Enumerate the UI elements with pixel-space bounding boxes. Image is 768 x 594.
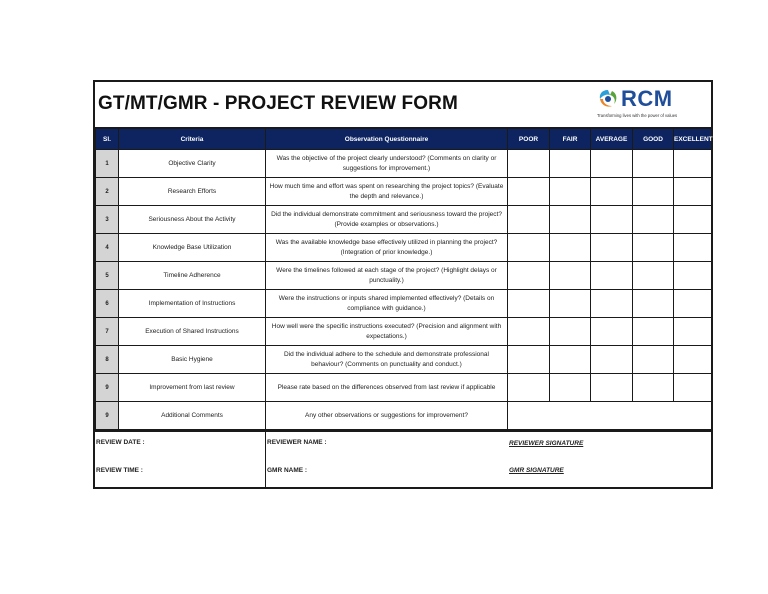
table-row bbox=[96, 374, 712, 402]
reviewer-signature-label: REVIEWER SIGNATURE bbox=[509, 440, 584, 447]
table-row bbox=[96, 290, 712, 318]
rating-poor[interactable] bbox=[508, 262, 550, 290]
signature-footer bbox=[95, 430, 711, 487]
rcm-logo bbox=[597, 86, 703, 122]
rating-good[interactable] bbox=[633, 290, 674, 318]
rating-good[interactable] bbox=[633, 234, 674, 262]
table-header-row bbox=[96, 129, 712, 150]
serial-number: 1 bbox=[96, 150, 119, 178]
rating-excellent[interactable] bbox=[674, 150, 712, 178]
logo-text: RCM bbox=[621, 86, 673, 111]
reviewer-name-label: REVIEWER NAME : bbox=[267, 439, 327, 446]
serial-number: 2 bbox=[96, 178, 119, 206]
rating-poor[interactable] bbox=[508, 206, 550, 234]
rating-fair[interactable] bbox=[550, 234, 591, 262]
header-observation: Observation Questionnaire bbox=[266, 129, 508, 150]
logo-tagline: Transforming lives with the power of values bbox=[597, 113, 678, 118]
serial-number: 5 bbox=[96, 262, 119, 290]
header-poor: POOR bbox=[508, 129, 550, 150]
form-title: GT/MT/GMR - PROJECT REVIEW FORM bbox=[98, 93, 458, 114]
question: How well were the specific instructions executed? (Precision and alignment with expectations.) bbox=[266, 318, 508, 346]
rating-average[interactable] bbox=[591, 150, 633, 178]
header-sl: Sl. bbox=[96, 129, 119, 150]
rating-poor[interactable] bbox=[508, 374, 550, 402]
signatures-cell bbox=[507, 432, 711, 487]
serial-number: 6 bbox=[96, 290, 119, 318]
serial-number: 3 bbox=[96, 206, 119, 234]
rating-good[interactable] bbox=[633, 178, 674, 206]
serial-number: 9 bbox=[96, 402, 119, 430]
header-fair: FAIR bbox=[550, 129, 591, 150]
rating-poor[interactable] bbox=[508, 234, 550, 262]
rating-poor[interactable] bbox=[508, 318, 550, 346]
rating-excellent[interactable] bbox=[674, 290, 712, 318]
table-row bbox=[96, 178, 712, 206]
table-row bbox=[96, 262, 712, 290]
rating-fair[interactable] bbox=[550, 150, 591, 178]
rating-average[interactable] bbox=[591, 290, 633, 318]
rating-average[interactable] bbox=[591, 346, 633, 374]
table-row bbox=[96, 318, 712, 346]
title-row bbox=[95, 82, 711, 128]
criteria: Improvement from last review bbox=[119, 374, 266, 402]
rating-good[interactable] bbox=[633, 206, 674, 234]
rating-excellent[interactable] bbox=[674, 346, 712, 374]
question: Any other observations or suggestions for improvement? bbox=[266, 402, 508, 430]
gmr-name-label: GMR NAME : bbox=[267, 467, 308, 474]
rating-poor[interactable] bbox=[508, 178, 550, 206]
rating-fair[interactable] bbox=[550, 374, 591, 402]
rating-good[interactable] bbox=[633, 346, 674, 374]
criteria: Additional Comments bbox=[119, 402, 266, 430]
review-datetime-cell bbox=[95, 432, 265, 487]
review-table bbox=[95, 128, 712, 430]
header-good: GOOD bbox=[633, 129, 674, 150]
review-time-label: REVIEW TIME : bbox=[96, 467, 143, 474]
question: Did the individual adhere to the schedule and demonstrate professional behaviour? (Comments on punctuality and conduct.) bbox=[266, 346, 508, 374]
question: Were the timelines followed at each stage of the project? (Highlight delays or punctuality.) bbox=[266, 262, 508, 290]
header-excellent: EXCELLENT bbox=[674, 129, 712, 150]
serial-number: 7 bbox=[96, 318, 119, 346]
rating-poor[interactable] bbox=[508, 346, 550, 374]
review-date-label: REVIEW DATE : bbox=[96, 439, 145, 446]
rating-fair[interactable] bbox=[550, 318, 591, 346]
rating-excellent[interactable] bbox=[674, 262, 712, 290]
criteria: Timeline Adherence bbox=[119, 262, 266, 290]
criteria: Research Efforts bbox=[119, 178, 266, 206]
header-criteria: Criteria bbox=[119, 129, 266, 150]
header-average: AVERAGE bbox=[591, 129, 633, 150]
criteria: Knowledge Base Utilization bbox=[119, 234, 266, 262]
question: Were the instructions or inputs shared implemented effectively? (Details on compliance with guidance.) bbox=[266, 290, 508, 318]
table-row bbox=[96, 234, 712, 262]
names-cell bbox=[265, 432, 507, 487]
rating-fair[interactable] bbox=[550, 206, 591, 234]
rating-excellent[interactable] bbox=[674, 178, 712, 206]
rating-poor[interactable] bbox=[508, 290, 550, 318]
rating-poor[interactable] bbox=[508, 150, 550, 178]
question: Please rate based on the differences observed from last review if applicable bbox=[266, 374, 508, 402]
rating-average[interactable] bbox=[591, 234, 633, 262]
question: Did the individual demonstrate commitment and seriousness toward the project? (Provide examples or observations.) bbox=[266, 206, 508, 234]
serial-number: 8 bbox=[96, 346, 119, 374]
rating-good[interactable] bbox=[633, 318, 674, 346]
question: Was the objective of the project clearly understood? (Comments on clarity or suggestions for improvement.) bbox=[266, 150, 508, 178]
rating-fair[interactable] bbox=[550, 290, 591, 318]
rating-excellent[interactable] bbox=[674, 234, 712, 262]
rating-average[interactable] bbox=[591, 374, 633, 402]
rating-excellent[interactable] bbox=[674, 318, 712, 346]
rating-good[interactable] bbox=[633, 150, 674, 178]
table-row bbox=[96, 402, 712, 430]
rating-average[interactable] bbox=[591, 206, 633, 234]
rating-average[interactable] bbox=[591, 262, 633, 290]
criteria: Execution of Shared Instructions bbox=[119, 318, 266, 346]
criteria: Basic Hygiene bbox=[119, 346, 266, 374]
table-row bbox=[96, 150, 712, 178]
serial-number: 4 bbox=[96, 234, 119, 262]
rating-average[interactable] bbox=[591, 178, 633, 206]
criteria: Seriousness About the Activity bbox=[119, 206, 266, 234]
gmr-signature-label: GMR SIGNATURE bbox=[509, 467, 564, 474]
rating-fair[interactable] bbox=[550, 178, 591, 206]
rating-fair[interactable] bbox=[550, 262, 591, 290]
table-row bbox=[96, 346, 712, 374]
project-review-form bbox=[93, 80, 713, 489]
table-row bbox=[96, 206, 712, 234]
question: Was the available knowledge base effectively utilized in planning the project? (Integration of prior knowledge.) bbox=[266, 234, 508, 262]
rating-excellent[interactable] bbox=[674, 206, 712, 234]
rating-good[interactable] bbox=[633, 374, 674, 402]
question: How much time and effort was spent on researching the project topics? (Evaluate the depth and relevance.) bbox=[266, 178, 508, 206]
rating-fair[interactable] bbox=[550, 346, 591, 374]
comments-field[interactable] bbox=[508, 402, 712, 430]
rating-excellent[interactable] bbox=[674, 374, 712, 402]
rating-average[interactable] bbox=[591, 318, 633, 346]
rating-good[interactable] bbox=[633, 262, 674, 290]
criteria: Objective Clarity bbox=[119, 150, 266, 178]
serial-number: 9 bbox=[96, 374, 119, 402]
criteria: Implementation of Instructions bbox=[119, 290, 266, 318]
rcm-swirl-logo-icon bbox=[597, 88, 619, 110]
